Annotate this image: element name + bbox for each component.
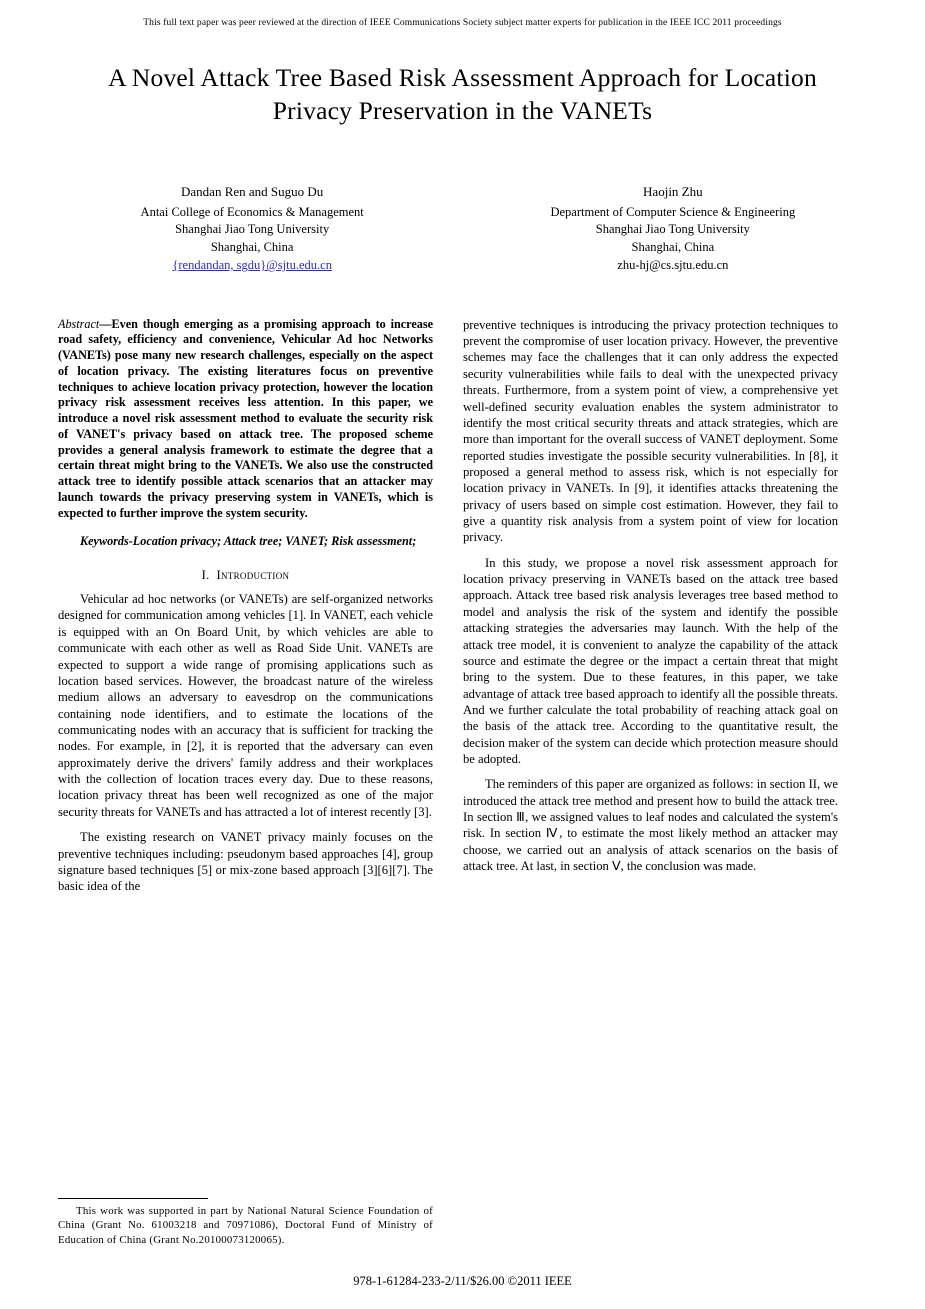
abstract-dash: —	[99, 316, 112, 331]
paragraph: The existing research on VANET privacy mainly focuses on the preventive techniques including: pseudonym based approaches [4], group signature based techniques [5] or mix-zone based approach [3][6][7]. The basic idea of the	[58, 830, 433, 894]
paragraph: In this study, we propose a novel risk assessment approach for location privacy preserving in VANETs based on the attack tree based approach. Attack tree based risk analysis leverages tree based method to model and analysis the risk of the system and identify the possible attacking strategies the adversaries may launch. With the help of the attack tree model, it is convenient to analyze the capability of the attack source and estimate the degree or the impact a certain threat that might bring to the system. Due to these features, in this paper, we take advantage of attack tree based approach to identify all the possible threats. And we further calculate the total probability of reaching attack goal on the basis of the attack tree. According to the quantitative result, the decision maker of the system can decide which protection measure should be adopted.	[463, 555, 838, 767]
abstract-body: Even though emerging as a promising approach to increase road safety, efficiency and convenience, Vehicular Ad hoc Networks (VANETs) pose many new research challenges, especially on the aspect of location privacy. The existing literatures focus on preventive techniques to achieve location privacy protection, however the location privacy risk assessment receives less attention. In this paper, we introduce a novel risk assessment method to evaluate the security risk of VANET's privacy based on attack tree. The proposed scheme provides a general analysis framework to estimate the degree that a certain threat might bring to the VANETs. We also use the constructed attack tree to identify possible attack scenarios that an attacker may launch towards the privacy preserving system in VANETs, which is expected to further improve the system security.	[58, 316, 433, 520]
column-right	[463, 317, 838, 904]
author-affiliation-line-2: Shanghai Jiao Tong University	[595, 222, 750, 237]
section-heading-introduction	[58, 568, 433, 583]
author-location: Shanghai, China	[631, 240, 715, 255]
footnote-text: This work was supported in part by National Natural Science Foundation of China (Grant No. 61003218 and 70971086), Doctoral Fund of Ministry of Education of China (Grant No.20100073120065).	[58, 1204, 433, 1246]
paragraph: Vehicular ad hoc networks (or VANETs) are self-organized networks designed for communication among vehicles [1]. In VANET, each vehicle is equipped with an On Board Unit, by which vehicles are able to communicate with each other as well as Road Side Unit. VANETs are expected to support a wide range of promising applications such as location based services. However, the broadcast nature of the wireless medium allows an adversary to eavesdrop on the communications containing node identifiers, and to estimate the locations of the communicating nodes with an accuracy that is sufficient for tracking the nodes. For example, in [2], it is reported that the adversary can even approximately derive the drivers' family address and their workplaces with the collection of location traces every day. Due to these reasons, location privacy threat has been well recognized as one of the major security threats for VANETs and has attracted a lot of interest recently [3].	[58, 592, 433, 819]
author-email-text: zhu-hj@cs.sjtu.edu.cn	[617, 257, 729, 272]
keywords-paragraph: Keywords-Location privacy; Attack tree; VANET; Risk assessment;	[80, 534, 417, 549]
author-block-left	[58, 183, 446, 274]
column-left	[58, 317, 433, 904]
section-number: I.	[201, 568, 210, 583]
author-block-container	[58, 183, 867, 274]
author-affiliation-line-1: Antai College of Economics & Management	[140, 204, 364, 219]
page-footer-isbn: 978-1-61284-233-2/11/$26.00 ©2011 IEEE	[353, 1274, 572, 1288]
author-email-link[interactable]: {rendandan, sgdu}@sjtu.edu.cn	[172, 257, 332, 272]
author-affiliation-line-1: Department of Computer Science & Engineering	[550, 204, 796, 219]
ieee-review-banner: This full text paper was peer reviewed at the direction of IEEE Communications Society subject matter experts for publication in the IEEE ICC 2011 proceedings	[143, 18, 782, 28]
page-title: A Novel Attack Tree Based Risk Assessment Approach for Location Privacy Preservation in the VANETs	[108, 63, 817, 125]
author-names: Haojin Zhu	[643, 184, 703, 200]
author-block-right	[479, 183, 867, 274]
author-location: Shanghai, China	[210, 240, 294, 255]
paragraph: preventive techniques is introducing the privacy protection techniques to prevent the compromise of user location privacy. However, the preventive schemes may face the challenges that it can only address the expected security vulnerabilities while fails to deal with the unexpected privacy threats. Furthermore, from a system point of view, a comprehensive yet well-defined security evaluation enables the system administrator to identify the most critical security threats and attack strategies, which are more than important for the overall success of VANET deployment. Some reported studies investigate the possible security vulnerabilities. In [8], it proposed a general method to assess risk, which is not especially for location privacy in VANETs. In [9], it identifies attacks threatening the privacy of users based on simple cost estimation. However, they fail to give a quantity risk analysis from a system point of view for location privacy.	[463, 317, 838, 545]
abstract-paragraph	[58, 317, 433, 522]
author-affiliation-line-2: Shanghai Jiao Tong University	[175, 222, 330, 237]
footnote-divider	[58, 1198, 208, 1199]
section-title: Introduction	[216, 568, 290, 583]
paragraph: The reminders of this paper are organized as follows: in section II, we introduced the attack tree method and present how to build the attack tree. In section Ⅲ, we assigned values to leaf nodes and calculated the system's risk. In section Ⅳ, to estimate the most likely method an attacker may choose, we carried out an analysis of attack scenarios on the basis of attack tree. At last, in section Ⅴ, the conclusion was made.	[463, 777, 838, 874]
abstract-label: Abstract	[58, 316, 100, 331]
author-names: Dandan Ren and Suguo Du	[181, 184, 324, 200]
footnote-block	[58, 1198, 433, 1247]
body-columns	[58, 317, 867, 904]
